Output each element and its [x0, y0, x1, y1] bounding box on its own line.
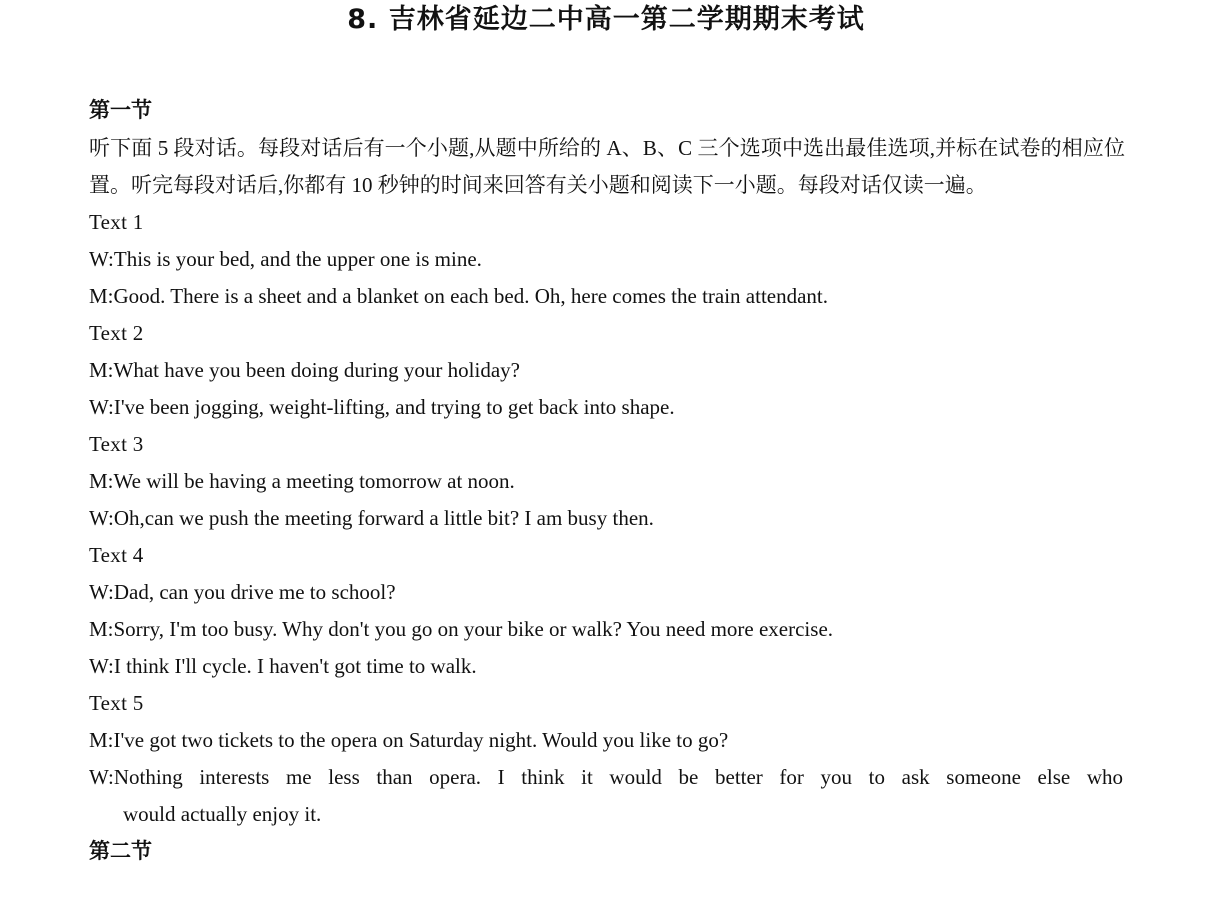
page-title: 8. 吉林省延边二中高一第二学期期末考试 — [347, 4, 865, 35]
text-2-line-1: M:What have you been doing during your holiday? — [89, 358, 520, 382]
text-5-line-3: would actually enjoy it. — [123, 802, 322, 826]
text-4-line-2: M:Sorry, I'm too busy. Why don't you go on your bike or walk? You need more exercise. — [89, 617, 834, 641]
text-4-line-1: W:Dad, can you drive me to school? — [89, 580, 396, 604]
text-1-line-2: M:Good. There is a sheet and a blanket on each bed. Oh, here comes the train attendant. — [89, 284, 829, 308]
text-1-label: Text 1 — [89, 210, 144, 234]
text-5-label: Text 5 — [89, 691, 144, 715]
section-one-heading: 第一节 — [89, 98, 152, 122]
text-3-line-2: W:Oh,can we push the meeting forward a little bit? I am busy then. — [89, 506, 654, 530]
text-2-line-2: W:I've been jogging, weight-lifting, and trying to get back into shape. — [89, 395, 675, 419]
section-two-heading: 第二节 — [89, 839, 152, 863]
section-one-instructions: 听下面 5 段对话。每段对话后有一个小题,从题中所给的 A、B、C 三个选项中选出最佳选项,并标在试卷的相应位置。听完每段对话后,你都有 10 秒钟的时间来回答有关小题和阅读下一小题。每段对话仅读一遍。 — [89, 136, 1125, 197]
text-3-line-1: M:We will be having a meeting tomorrow at noon. — [89, 469, 515, 493]
text-5-line-1: M:I've got two tickets to the opera on Saturday night. Would you like to go? — [89, 728, 729, 752]
text-3-label: Text 3 — [89, 432, 144, 456]
text-5-line-2: W:Nothing interests me less than opera. I think it would be better for you to ask someone else who — [89, 765, 1123, 789]
text-2-label: Text 2 — [89, 321, 144, 345]
text-4-line-3: W:I think I'll cycle. I haven't got time to walk. — [89, 654, 477, 678]
text-4-label: Text 4 — [89, 543, 144, 567]
document-body — [89, 92, 1129, 871]
text-1-line-1: W:This is your bed, and the upper one is mine. — [89, 247, 482, 271]
